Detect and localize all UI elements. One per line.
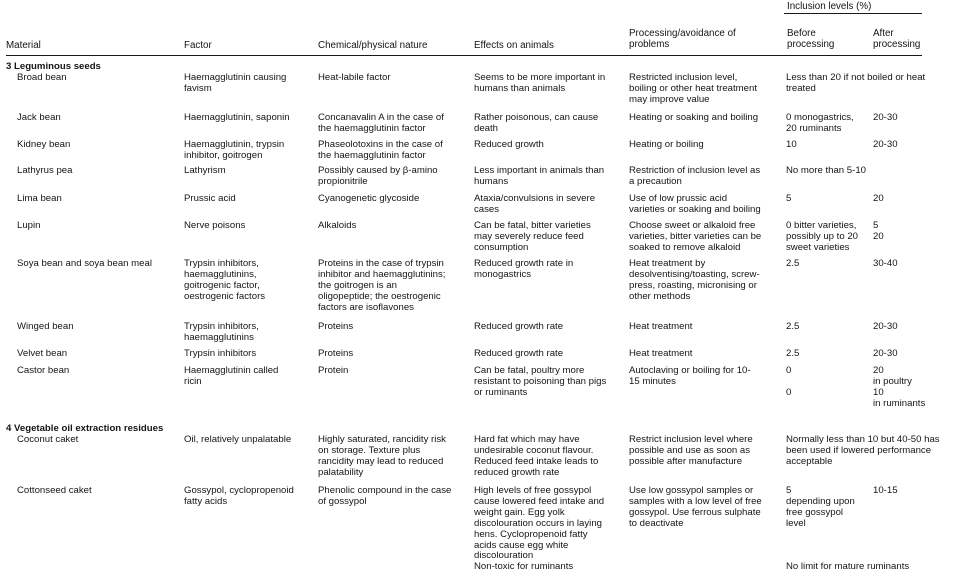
nature-cell: Heat-labile factor <box>318 72 391 83</box>
nature-cell: Possibly caused by β-amino propionitrile <box>318 165 438 187</box>
before-processing-cell: No more than 5-10 <box>786 165 866 176</box>
nature-cell: Highly saturated, rancidity risk on storage. Texture plus rancidity may lead to reduced palatability <box>318 434 446 478</box>
processing-cell: Heating or soaking and boiling <box>629 112 759 123</box>
material-cell: Winged bean <box>17 321 74 332</box>
factor-cell: Haemagglutinin causing favism <box>184 72 287 94</box>
processing-cell: Use of low prussic acid varieties or soaking and boiling <box>629 193 761 215</box>
nature-cell: Concanavalin A in the case of the haemagglutinin factor <box>318 112 444 134</box>
after-processing-cell: 20-30 <box>873 139 898 150</box>
section-title-leguminous-seeds: 3 Leguminous seeds <box>6 61 101 72</box>
material-cell: Jack bean <box>17 112 61 123</box>
factor-cell: Oil, relatively unpalatable <box>184 434 292 445</box>
effects-cell: Reduced growth rate in monogastrics <box>474 258 574 280</box>
before-processing-cell: Less than 20 if not boiled or heat treated <box>786 72 926 94</box>
material-cell: Broad bean <box>17 72 67 83</box>
before-processing-cell: 0 bitter varieties, possibly up to 20 sweet varieties <box>786 220 858 253</box>
processing-cell: Heat treatment <box>629 321 693 332</box>
after-processing-cell: 20 in poultry 10 in ruminants <box>873 365 926 409</box>
before-processing-cell: 5 depending upon free gossypol level No limit for mature ruminants <box>786 485 910 573</box>
material-cell: Kidney bean <box>17 139 71 150</box>
header-processing: Processing/avoidance of problems <box>629 28 736 50</box>
processing-cell: Heating or boiling <box>629 139 704 150</box>
processing-cell: Restricted inclusion level, boiling or other heat treatment may improve value <box>629 72 757 105</box>
after-processing-cell: 20-30 <box>873 112 898 123</box>
factor-cell: Gossypol, cyclopropenoid fatty acids <box>184 485 294 507</box>
processing-cell: Autoclaving or boiling for 10- 15 minutes <box>629 365 751 387</box>
before-processing-cell: 0 0 <box>786 365 792 398</box>
material-cell: Lima bean <box>17 193 62 204</box>
processing-cell: Heat treatment <box>629 348 693 359</box>
header-effects: Effects on animals <box>474 40 554 51</box>
header-factor: Factor <box>184 40 212 51</box>
before-processing-cell: 2.5 <box>786 348 800 359</box>
effects-cell: Reduced growth rate <box>474 321 564 332</box>
processing-cell: Restrict inclusion level where possible and use as soon as possible after manufacture <box>629 434 753 467</box>
effects-cell: Less important in animals than humans <box>474 165 605 187</box>
factor-cell: Haemagglutinin, trypsin inhibitor, goitrogen <box>184 139 285 161</box>
nature-cell: Protein <box>318 365 349 376</box>
effects-cell: Can be fatal, bitter varieties may severely reduce feed consumption <box>474 220 591 253</box>
factor-cell: Haemagglutinin called ricin <box>184 365 279 387</box>
factor-cell: Haemagglutinin, saponin <box>184 112 290 123</box>
nature-cell: Proteins <box>318 348 354 359</box>
factor-cell: Nerve poisons <box>184 220 246 231</box>
nature-cell: Phenolic compound in the case of gossypol <box>318 485 452 507</box>
header-nature: Chemical/physical nature <box>318 40 428 51</box>
before-processing-cell: 10 <box>786 139 797 150</box>
nature-cell: Alkaloids <box>318 220 357 231</box>
material-cell: Castor bean <box>17 365 70 376</box>
before-processing-cell: Normally less than 10 but 40-50 has been used if lowered performance acceptable <box>786 434 940 467</box>
header-material: Material <box>6 40 41 51</box>
header-inclusion-levels: Inclusion levels (%) <box>787 1 872 12</box>
nature-cell: Proteins in the case of trypsin inhibitor and haemagglutinins; the goitrogen is an oligopeptide; the oestrogenic factors are isoflavones <box>318 258 446 313</box>
material-cell: Soya bean and soya bean meal <box>17 258 152 269</box>
inclusion-header-rule <box>784 13 922 14</box>
header-bottom-rule <box>6 55 922 56</box>
factor-cell: Trypsin inhibitors, haemagglutinins, goitrogenic factor, oestrogenic factors <box>184 258 266 302</box>
effects-cell: Can be fatal, poultry more resistant to poisoning than pigs or ruminants <box>474 365 607 398</box>
processing-cell: Use low gossypol samples or samples with a low level of free gossypol. Use ferrous sulphate to deactivate <box>629 485 762 529</box>
effects-cell: High levels of free gossypol cause lowered feed intake and weight gain. Egg yolk discolouration occurs in laying hens. Cyclopropenoid fatty acids cause egg white discolouration Non-toxic for ruminants <box>474 485 605 573</box>
after-processing-cell: 10-15 <box>873 485 898 496</box>
before-processing-cell: 2.5 <box>786 258 800 269</box>
effects-cell: Ataxia/convulsions in severe cases <box>474 193 596 215</box>
material-cell: Cottonseed caket <box>17 485 92 496</box>
effects-cell: Seems to be more important in humans than animals <box>474 72 606 94</box>
header-before-processing: Before processing <box>787 28 835 50</box>
nature-cell: Phaseolotoxins in the case of the haemagglutinin factor <box>318 139 443 161</box>
factor-cell: Lathyrism <box>184 165 226 176</box>
nature-cell: Cyanogenetic glycoside <box>318 193 420 204</box>
effects-cell: Reduced growth rate <box>474 348 564 359</box>
factor-cell: Prussic acid <box>184 193 236 204</box>
header-after-processing: After processing <box>873 28 921 50</box>
material-cell: Coconut caket <box>17 434 79 445</box>
after-processing-cell: 30-40 <box>873 258 898 269</box>
effects-cell: Reduced growth <box>474 139 544 150</box>
before-processing-cell: 2.5 <box>786 321 800 332</box>
material-cell: Lupin <box>17 220 41 231</box>
material-cell: Velvet bean <box>17 348 68 359</box>
material-cell: Lathyrus pea <box>17 165 73 176</box>
after-processing-cell: 5 20 <box>873 220 884 242</box>
processing-cell: Choose sweet or alkaloid free varieties, bitter varieties can be soaked to remove alkaloid <box>629 220 762 253</box>
section-title-vegetable-oil-residues: 4 Vegetable oil extraction residues <box>6 423 164 434</box>
effects-cell: Hard fat which may have undesirable coconut flavour. Reduced feed intake leads to reduced growth rate <box>474 434 599 478</box>
processing-cell: Heat treatment by desolventising/toasting, screw- press, roasting, micronising or other methods <box>629 258 760 302</box>
factor-cell: Trypsin inhibitors <box>184 348 257 359</box>
effects-cell: Rather poisonous, can cause death <box>474 112 599 134</box>
nature-cell: Proteins <box>318 321 354 332</box>
factor-cell: Trypsin inhibitors, haemagglutinins <box>184 321 259 343</box>
after-processing-cell: 20-30 <box>873 321 898 332</box>
before-processing-cell: 0 monogastrics, 20 ruminants <box>786 112 854 134</box>
after-processing-cell: 20-30 <box>873 348 898 359</box>
before-processing-cell: 5 <box>786 193 792 204</box>
after-processing-cell: 20 <box>873 193 884 204</box>
processing-cell: Restriction of inclusion level as a precaution <box>629 165 761 187</box>
